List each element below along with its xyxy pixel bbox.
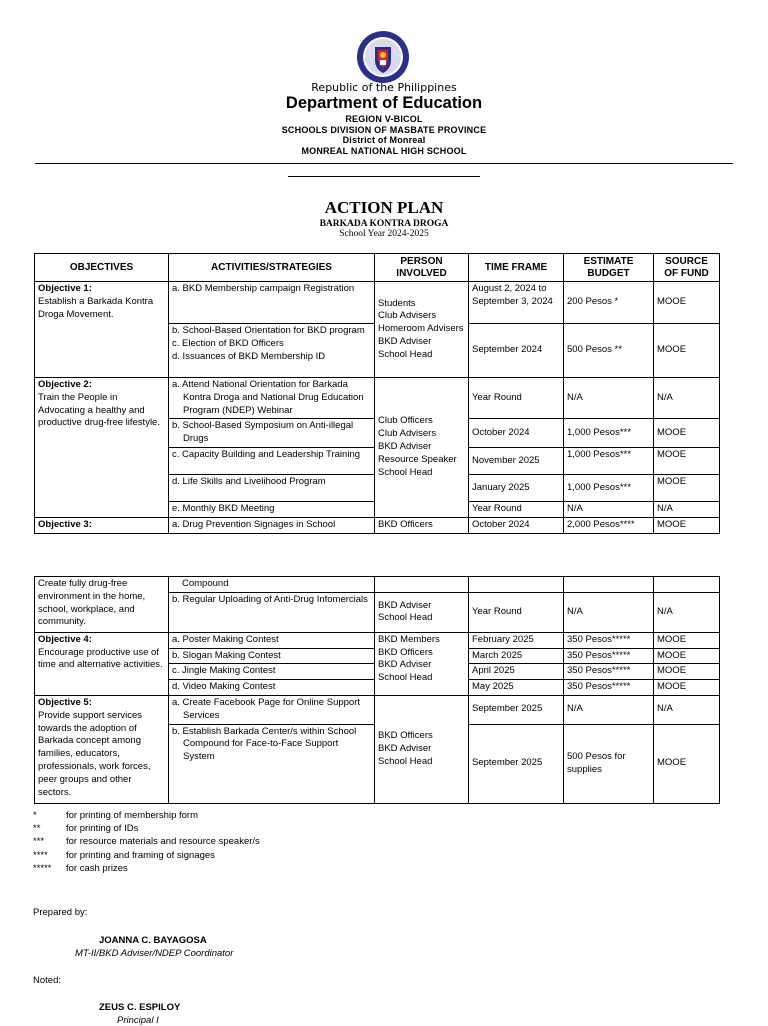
activity-text: Compound <box>182 578 229 589</box>
col-timeframe: TIME FRAME <box>469 254 564 282</box>
activity-cell <box>169 680 375 696</box>
table-row <box>35 517 720 533</box>
objective-4-text: Encourage productive use of time and alternative activities. <box>38 646 163 671</box>
fund-cell: MOOE <box>654 724 720 803</box>
time-cell: Year Round <box>469 378 564 419</box>
activity-cell <box>169 517 375 533</box>
activity-text: b. Regular Uploading of Anti-Drug Infomercials <box>172 593 368 605</box>
note-text: for printing and framing of signages <box>66 849 215 861</box>
note-mark: ***** <box>33 862 52 874</box>
activity-cell <box>169 592 375 632</box>
person-text: Club Officers <box>378 415 433 427</box>
republic-text: Republic of the Philippines <box>311 81 457 94</box>
time-cell: Year Round <box>469 592 564 632</box>
activity-cell <box>169 648 375 664</box>
table-row <box>35 378 720 419</box>
col-budget: ESTIMATE BUDGET <box>564 254 654 282</box>
school-year: School Year 2024-2025 <box>339 229 429 239</box>
header-divider-short <box>288 176 480 177</box>
person-text: BKD Members <box>378 633 440 645</box>
fund-cell: N/A <box>654 695 720 724</box>
fund-cell <box>654 577 720 593</box>
fund-cell: MOOE <box>654 632 720 648</box>
objective-3-cell <box>35 517 169 533</box>
budget-cell: N/A <box>564 592 654 632</box>
time-cell: February 2025 <box>469 632 564 648</box>
activity-cell <box>169 577 375 593</box>
note-line <box>33 862 260 875</box>
person-text: Club Advisers <box>378 310 437 322</box>
fund-cell: MOOE <box>654 419 720 448</box>
person-cell <box>375 378 469 518</box>
person-cell <box>375 592 469 632</box>
person-text: Club Advisers <box>378 428 437 440</box>
budget-cell: 350 Pesos***** <box>564 632 654 648</box>
col-objectives: OBJECTIVES <box>35 254 169 282</box>
budget-cell: N/A <box>564 378 654 419</box>
table-row <box>35 632 720 648</box>
person-text: BKD Officers <box>378 730 433 742</box>
budget-cell: 350 Pesos***** <box>564 648 654 664</box>
col-fund: SOURCE OF FUND <box>654 254 720 282</box>
person-text: BKD Adviser <box>378 440 432 452</box>
activity-cell <box>169 378 375 419</box>
time-cell: September 2025 <box>469 724 564 803</box>
time-cell: August 2, 2024 to September 3, 2024 <box>469 282 564 324</box>
person-text: School Head <box>378 612 433 624</box>
budget-cell: 350 Pesos***** <box>564 680 654 696</box>
department-title: Department of Education <box>285 94 483 112</box>
objective-1-text: Establish a Barkada Kontra Droga Movement. <box>38 295 154 320</box>
activity-text: c. Election of BKD Officers <box>172 337 284 349</box>
prepared-name: JOANNA C. BAYAGOSA <box>99 935 207 946</box>
note-text: for cash prizes <box>66 862 128 874</box>
activity-text: d. Life Skills and Livelihood Program <box>172 475 326 487</box>
time-cell: October 2024 <box>469 517 564 533</box>
table-row <box>35 282 720 324</box>
objective-2-cell <box>35 378 169 518</box>
person-cell <box>375 695 469 803</box>
fund-cell: MOOE <box>654 447 720 474</box>
col-activities: ACTIVITIES/STRATEGIES <box>169 254 375 282</box>
activity-cell <box>169 419 375 448</box>
time-cell: April 2025 <box>469 664 564 680</box>
budget-cell: 500 Pesos ** <box>564 324 654 378</box>
note-text: for printing of IDs <box>66 823 139 835</box>
school-text: MONREAL NATIONAL HIGH SCHOOL <box>301 146 467 156</box>
fund-cell: MOOE <box>654 474 720 501</box>
activity-cell <box>169 324 375 378</box>
activity-text: e. Monthly BKD Meeting <box>172 502 275 514</box>
objective-3-text-cell <box>35 577 169 633</box>
budget-cell: 1,000 Pesos*** <box>564 419 654 448</box>
activity-text: c. Capacity Building and Leadership Training <box>172 448 361 460</box>
activity-text: b. Slogan Making Contest <box>172 649 281 661</box>
note-mark: * <box>33 810 37 821</box>
budget-cell: 350 Pesos***** <box>564 664 654 680</box>
activity-cell <box>169 632 375 648</box>
person-text: School Head <box>378 466 433 478</box>
person-text: BKD Adviser <box>378 659 432 671</box>
person-text: BKD Adviser <box>378 335 432 347</box>
activity-text: a. BKD Membership campaign Registration <box>172 283 355 294</box>
time-cell: January 2025 <box>469 474 564 501</box>
person-text: BKD Adviser <box>378 742 432 754</box>
note-mark: **** <box>33 849 48 861</box>
activity-text: c. Jingle Making Contest <box>172 665 276 677</box>
table-row <box>35 577 720 593</box>
time-cell: September 2024 <box>469 324 564 378</box>
activity-cell <box>169 695 375 724</box>
document-title: ACTION PLAN <box>324 198 444 217</box>
budget-cell: 1,000 Pesos*** <box>564 447 654 474</box>
fund-cell: MOOE <box>654 680 720 696</box>
time-cell: September 2025 <box>469 695 564 724</box>
objective-5-text: Provide support services towards the adoption of Barkada concept among families, educators, professionals, work forces, peer groups and other sectors. <box>38 709 151 798</box>
fund-cell: MOOE <box>654 517 720 533</box>
activity-text: a. Create Facebook Page for Online Support Services <box>172 696 361 721</box>
person-cell <box>375 282 469 378</box>
fund-cell: N/A <box>654 501 720 517</box>
person-text: Homeroom Advisers <box>378 323 464 335</box>
person-text: Students <box>378 297 416 309</box>
objective-4-title: Objective 4: <box>38 633 92 645</box>
table-row <box>35 695 720 724</box>
note-line <box>33 835 260 848</box>
note-line <box>33 822 260 835</box>
person-cell <box>375 577 469 593</box>
person-text: School Head <box>378 755 433 767</box>
noted-label: Noted: <box>33 975 61 986</box>
objective-1-title: Objective 1: <box>38 283 92 294</box>
person-cell: BKD Officers <box>375 517 469 533</box>
activity-text: b. School-Based Symposium on Anti-illegal Drugs <box>172 420 354 445</box>
activity-cell <box>169 724 375 803</box>
note-mark: *** <box>33 836 45 848</box>
noted-position: Principal I <box>117 1015 159 1026</box>
activity-text: a. Poster Making Contest <box>172 633 279 645</box>
fund-cell: MOOE <box>654 648 720 664</box>
objective-4-cell <box>35 632 169 695</box>
time-cell: Year Round <box>469 501 564 517</box>
time-cell: May 2025 <box>469 680 564 696</box>
objective-3-text: Create fully drug-free environment in the home, school, workplace, and community. <box>38 578 146 628</box>
budget-notes <box>33 809 260 875</box>
activity-cell <box>169 501 375 517</box>
fund-cell: MOOE <box>654 282 720 324</box>
fund-cell: MOOE <box>654 324 720 378</box>
person-text: School Head <box>378 348 433 360</box>
fund-cell: N/A <box>654 592 720 632</box>
activity-text: b. Establish Barkada Center/s within School Compound for Face-to-Face Support System <box>172 725 357 763</box>
person-text: School Head <box>378 672 433 684</box>
activity-cell <box>169 664 375 680</box>
district-text: District of Monreal <box>342 135 426 145</box>
budget-cell: 2,000 Pesos**** <box>564 517 654 533</box>
header-divider <box>35 163 733 164</box>
activity-text: d. Issuances of BKD Membership ID <box>172 350 326 362</box>
objective-1-cell <box>35 282 169 378</box>
deped-seal-logo <box>356 30 410 84</box>
activity-cell <box>169 474 375 501</box>
objective-2-title: Objective 2: <box>38 379 92 390</box>
region-text: REGION V-BICOL <box>345 114 423 124</box>
objective-3-title: Objective 3: <box>38 518 92 530</box>
person-text: BKD Adviser <box>378 599 432 611</box>
noted-name: ZEUS C. ESPILOY <box>99 1002 181 1013</box>
objective-5-title: Objective 5: <box>38 696 92 708</box>
activity-text: a. Drug Prevention Signages in School <box>172 518 336 530</box>
col-person: PERSON INVOLVED <box>375 254 469 282</box>
program-name: BARKADA KONTRA DROGA <box>319 219 449 229</box>
person-cell <box>375 632 469 695</box>
note-line <box>33 849 260 862</box>
person-text: BKD Officers <box>378 646 433 658</box>
time-cell: November 2025 <box>469 447 564 474</box>
note-text: for resource materials and resource speaker/s <box>66 836 260 848</box>
fund-cell: N/A <box>654 378 720 419</box>
budget-cell: N/A <box>564 501 654 517</box>
budget-cell: 1,000 Pesos*** <box>564 474 654 501</box>
budget-cell: 200 Pesos * <box>564 282 654 324</box>
person-text: Resource Speaker <box>378 453 457 465</box>
note-text: for printing of membership form <box>66 810 198 821</box>
time-cell <box>469 577 564 593</box>
time-cell: March 2025 <box>469 648 564 664</box>
fund-cell: MOOE <box>654 664 720 680</box>
action-plan-table-page1 <box>34 253 720 534</box>
note-line <box>33 809 260 822</box>
objective-5-cell <box>35 695 169 803</box>
prepared-label: Prepared by: <box>33 907 88 918</box>
objective-2-text: Train the People in Advocating a healthy and productive drug-free lifestyle. <box>38 391 160 429</box>
budget-cell: 500 Pesos for supplies <box>564 724 654 803</box>
activity-cell <box>169 282 375 324</box>
time-cell: October 2024 <box>469 419 564 448</box>
budget-cell: N/A <box>564 695 654 724</box>
activity-text: b. School-Based Orientation for BKD program <box>172 325 365 336</box>
activity-text: d. Video Making Contest <box>172 681 276 693</box>
division-text: SCHOOLS DIVISION OF MASBATE PROVINCE <box>281 125 487 135</box>
note-mark: ** <box>33 823 41 835</box>
budget-cell <box>564 577 654 593</box>
action-plan-table-page2 <box>34 576 720 804</box>
activity-text: a. Attend National Orientation for Barkada Kontra Droga and National Drug Education Program (NDEP) Webinar <box>172 379 364 416</box>
activity-cell <box>169 447 375 474</box>
prepared-position: MT-II/BKD Adviser/NDEP Coordinator <box>75 948 234 959</box>
